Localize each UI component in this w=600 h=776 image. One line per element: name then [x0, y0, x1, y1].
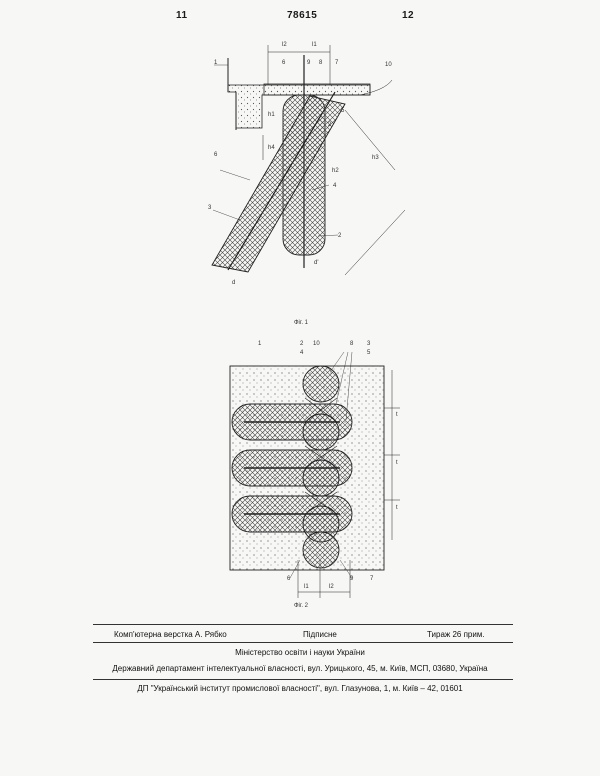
fig1-label-4: 4	[333, 183, 337, 189]
fig1-dim-h4: h4	[268, 145, 275, 151]
fig2-label-7: 7	[370, 576, 374, 582]
fig1-label-7: 7	[335, 60, 339, 66]
fig1-label-6: 6	[282, 60, 286, 66]
fig2-dim-t1: t	[396, 412, 398, 418]
document-number: 78615	[287, 10, 318, 21]
footer-department: Державний департамент інтелектуальної власності, вул. Урицького, 45, м. Київ, МСП, 03680, Україна	[112, 664, 488, 673]
fig2-label-1: 1	[258, 341, 262, 347]
fig2-dim-t2: t	[396, 460, 398, 466]
fig1-dim-d: d	[232, 280, 236, 286]
footer-mid-rule	[93, 642, 513, 643]
fig2-label-3: 3	[367, 341, 371, 347]
fig1-label-5: 5	[341, 108, 345, 114]
fig1-dim-h1: h1	[268, 112, 275, 118]
fig1-label-2: 2	[328, 122, 332, 128]
fig1-dim-l2: l2	[282, 42, 287, 48]
fig1-label-3: 3	[208, 205, 212, 211]
footer-layout-credit: Комп'ютерна верстка А. Рябко	[114, 630, 227, 639]
fig2-label-2: 2	[300, 341, 304, 347]
fig2-label-5: 5	[367, 350, 371, 356]
fig1-label-8: 8	[319, 60, 323, 66]
fig1-dim-dprime: d'	[314, 260, 319, 266]
footer-circulation: Тираж 26 прим.	[427, 630, 485, 639]
fig2-caption: Фіг. 2	[294, 603, 309, 609]
fig2-label-4: 4	[300, 350, 304, 356]
fig1-dim-h3: h3	[372, 155, 379, 161]
fig1-dim-h2: h2	[332, 168, 339, 174]
fig1-label-1: 1	[214, 60, 218, 66]
fig1-label-9: 9	[307, 60, 311, 66]
fig1-label-10: 10	[385, 62, 392, 68]
page-number-left: 11	[176, 10, 188, 21]
fig2-dim-t3: t	[396, 505, 398, 511]
fig1-label-2b: 2	[338, 233, 342, 239]
footer-signed: Підписне	[303, 630, 337, 639]
fig2-dim-l2: l2	[329, 584, 334, 590]
fig2-label-10: 10	[313, 341, 320, 347]
fig1-label-6b: 6	[214, 152, 218, 158]
fig1-dim-l1: l1	[312, 42, 317, 48]
footer-lower-rule	[93, 679, 513, 680]
page-number-right: 12	[402, 10, 415, 21]
footer-institute: ДП "Український інститут промислової власності", вул. Глазунова, 1, м. Київ – 42, 01601	[137, 684, 463, 693]
fig2-label-9: 9	[350, 576, 354, 582]
footer-top-rule	[93, 624, 513, 625]
fig2-dim-l1: l1	[304, 584, 309, 590]
fig1-caption: Фіг. 1	[294, 320, 309, 326]
fig2-label-6: 6	[287, 576, 291, 582]
footer-ministry: Міністерство освіти і науки України	[235, 648, 365, 657]
fig2-label-8: 8	[350, 341, 354, 347]
